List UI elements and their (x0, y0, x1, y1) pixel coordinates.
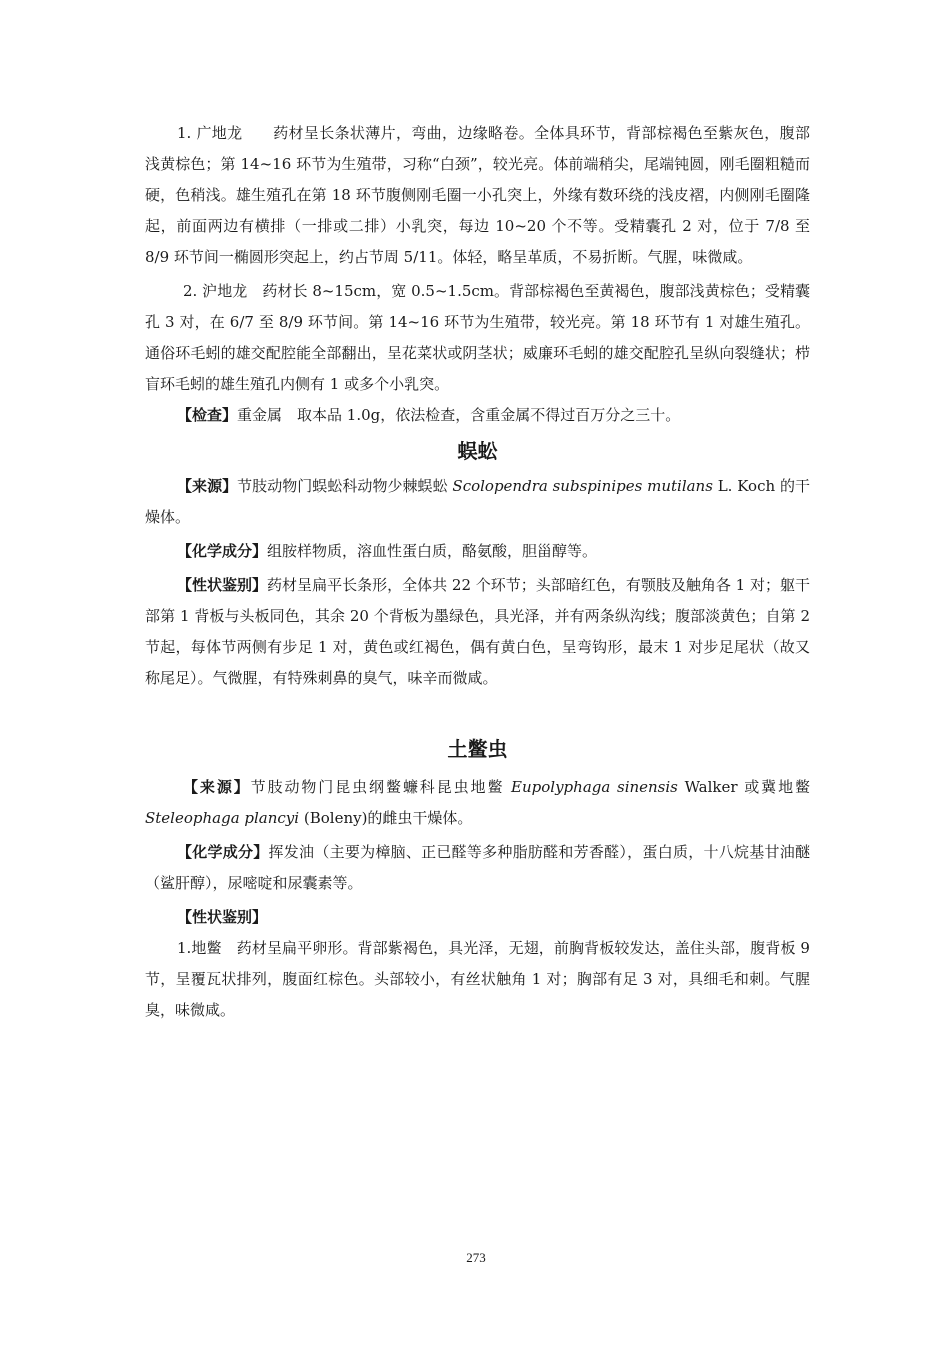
item-text: 药材呈扁平卵形。背部紫褐色，具光泽，无翅，前胸背板较发达，盖住头部，腹背板 9 节，呈覆瓦状排列，腹面红棕色。头部较小，有丝状触角 1 对；胸部有足 3 对，具细毛和刺。气腥臭，味微咸。 (145, 939, 810, 1019)
heading-wugong: 蜈蚣 (457, 439, 498, 463)
item-text: 药材呈长条状薄片，弯曲，边缘略卷。全体具环节，背部棕褐色至紫灰色，腹部浅黄棕色；第 14~16 环节为生殖带，习称“白颈”，较光亮。体前端稍尖，尾端钝圆，刚毛圈粗糙而硬，色稍浅。雄生殖孔在第 18 环节腹侧刚毛圈一小孔突上，外缘有数环绕的浅皮褶，内侧刚毛圈隆起，前面两边有横排（一排或二排）小乳突，每边 10~20 个不等。受精囊孔 2 对，位于 7/8 至 8/9 环节间一椭圆形突起上，约占节周 5/11。体轻，略呈革质，不易折断。气腥，味微咸。 (145, 124, 810, 266)
paragraph-hudilong (145, 276, 810, 400)
paragraph-guangdilong (145, 118, 810, 273)
latin-name: Eupolyphaga sinensis (511, 778, 678, 796)
paragraph-dibie (145, 933, 810, 1026)
paragraph-tubie-laiyuan (145, 772, 810, 834)
section-text: 挥发油（主要为樟脑、正已醛等多种脂肪醛和芳香醛），蛋白质，十八烷基甘油醚（鲨肝醇），尿嘧啶和尿囊素等。 (145, 843, 810, 892)
section-label: 【性状鉴别】 (177, 576, 268, 594)
page-number: 273 (466, 1250, 486, 1265)
latin-name: Steleophaga plancyi (145, 809, 300, 827)
heading-tubiechong: 土鳖虫 (447, 737, 508, 761)
item-number: 1. (177, 939, 192, 957)
section-label: 【来源】 (183, 778, 251, 796)
item-name: 广地龙 (196, 124, 243, 142)
section-text: 重金属 取本品 1.0g，依法检查，含重金属不得过百万分之三十。 (237, 406, 681, 424)
item-text: 药材长 8~15cm，宽 0.5~1.5cm。背部棕褐色至黄褐色，腹部浅黄棕色；受精囊孔 3 对，在 6/7 至 8/9 环节间。第 14~16 环节为生殖带，较光亮。第 18 环节有 1 对雄生殖孔。通俗环毛蚓的雄交配腔能全部翻出，呈花菜状或阴茎状；威廉环毛蚓的雄交配腔孔呈纵向裂缝状；栉盲环毛蚓的雄生殖孔内侧有 1 或多个小乳突。 (145, 282, 810, 393)
item-name: 地鳖 (191, 939, 222, 957)
paragraph-jiancha (145, 400, 810, 431)
paragraph-tubie-huaxue (145, 837, 810, 899)
paragraph-wugong-huaxue (145, 536, 810, 567)
item-number: 1. (177, 124, 192, 142)
document-page (145, 118, 810, 1026)
section-text: L. Koch 的干燥体。 (145, 477, 810, 526)
section-text: (Boleny)的雌虫干燥体。 (299, 809, 473, 827)
item-name: 沪地龙 (202, 282, 248, 300)
paragraph-wugong-laiyuan (145, 471, 810, 533)
section-label: 【检查】 (177, 406, 238, 424)
section-text: 节肢动物门昆虫纲鳖蠊科昆虫地鳖 (250, 778, 512, 796)
section-text: Walker 或冀地鳖 (677, 778, 810, 796)
paragraph-tubie-xingzhuang-label (145, 902, 810, 933)
section-label: 【化学成分】 (177, 542, 268, 560)
section-label: 【化学成分】 (177, 843, 269, 861)
paragraph-wugong-xingzhuang (145, 570, 810, 694)
item-number: 2. (183, 282, 198, 300)
section-text: 药材呈扁平长条形，全体共 22 个环节；头部暗红色，有颚肢及触角各 1 对；躯干部第 1 背板与头板同色，其余 20 个背板为墨绿色，具光泽，并有两条纵沟线；腹部淡黄色；自第 2 节起，每体节两侧有步足 1 对，黄色或红褐色，偶有黄白色，呈弯钩形，最末 1 对步足尾状（故又称尾足）。气微腥，有特殊刺鼻的臭气，味辛而微咸。 (145, 576, 810, 687)
section-label: 【来源】 (177, 477, 238, 495)
section-text: 节肢动物门蜈蚣科动物少棘蜈蚣 (237, 477, 453, 495)
latin-name: Scolopendra subspinipes mutilans (452, 477, 713, 495)
section-label: 【性状鉴别】 (177, 908, 268, 926)
section-text: 组胺样物质，溶血性蛋白质，酪氨酸，胆甾醇等。 (267, 542, 598, 560)
